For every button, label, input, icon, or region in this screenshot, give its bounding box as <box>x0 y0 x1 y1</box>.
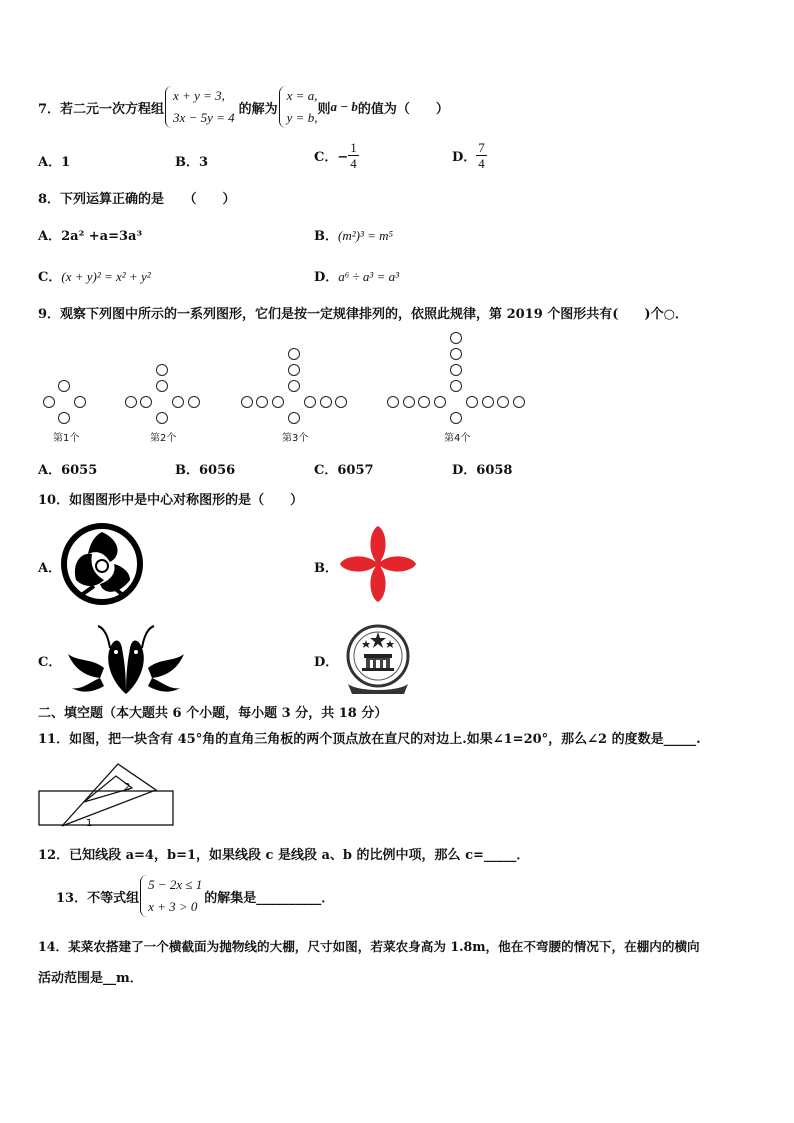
q9-caption-4: 第4个 <box>444 433 471 444</box>
circle <box>288 348 300 360</box>
q7-option-d-fraction <box>476 140 487 171</box>
circle <box>156 364 168 376</box>
circle <box>156 412 168 424</box>
q8-stem: 8．下列运算正确的是 （ ） <box>38 192 236 207</box>
q7-option-d <box>452 140 487 171</box>
q7-c-numerator: 1 <box>350 140 357 155</box>
q10-option-b-label: B． <box>314 561 338 576</box>
circle <box>482 396 494 408</box>
circle <box>288 412 300 424</box>
q8-option-a <box>38 225 142 244</box>
q14-line2: 活动范围是__m． <box>38 971 143 986</box>
circle <box>288 364 300 376</box>
q7-expr: a − b <box>330 99 358 114</box>
q9-caption-2: 第2个 <box>150 433 177 444</box>
q7-option-c-label: C．− <box>314 150 349 165</box>
circle <box>43 396 55 408</box>
circle <box>140 396 152 408</box>
q11-angle-2-label: 2 <box>124 782 131 793</box>
circle <box>172 396 184 408</box>
q7-mid: 的解为 <box>238 101 278 117</box>
q7-then: 则 <box>317 101 331 117</box>
q10-option-c-label: C． <box>38 655 62 670</box>
q8-option-a-label: A． <box>38 229 62 244</box>
circle <box>450 364 462 376</box>
q13-suffix: 的解集是__________． <box>204 890 335 906</box>
q8-option-d <box>314 266 399 285</box>
circle <box>58 380 70 392</box>
q7-eq2: 3x − 5y = 4 <box>173 110 235 125</box>
circle <box>450 412 462 424</box>
q10-figure-d-emblem <box>338 618 418 698</box>
q10-option-d-label: D． <box>314 655 339 670</box>
q8-option-d-text: a⁶ ÷ a³ = a³ <box>338 269 400 284</box>
q10-option-a-label: A． <box>38 561 62 576</box>
q9-option-b: B．6056 <box>175 463 236 478</box>
circle <box>387 396 399 408</box>
q8-option-c <box>38 266 151 285</box>
q9-option-a: A．6055 <box>38 463 98 478</box>
circle <box>156 380 168 392</box>
circle <box>125 396 137 408</box>
circle <box>450 348 462 360</box>
q8-option-a-text: 2a² +a=3a³ <box>61 229 143 244</box>
q14-line1: 14．某菜农搭建了一个横截面为抛物线的大棚，尺寸如图，若菜农身高为 1.8m，他在不弯腰的情况下，在棚内的横向 <box>38 939 700 954</box>
q9-caption-1: 第1个 <box>53 433 80 444</box>
section-2-title: 二、填空题（本大题共 6 个小题，每小题 3 分，共 18 分） <box>38 706 388 721</box>
circle <box>241 396 253 408</box>
q13-ineq2: x + 3 > 0 <box>148 899 198 914</box>
q8-option-b-label: B． <box>314 229 338 244</box>
q7-solution-system <box>278 85 318 129</box>
circle <box>304 396 316 408</box>
q8-option-c-label: C． <box>38 270 62 285</box>
circle <box>188 396 200 408</box>
q7-option-d-label: D． <box>452 150 477 165</box>
circle <box>58 412 70 424</box>
q9-option-d: D．6058 <box>452 463 513 478</box>
q8-option-d-label: D． <box>314 270 339 285</box>
q12-stem: 12．已知线段 a=4，b=1，如果线段 c 是线段 a、b 的比例中项，那么 c=_____． <box>38 848 530 863</box>
q8-option-b-text: (m²)³ = m⁵ <box>338 228 394 243</box>
q11-ruler-triangle-figure <box>36 760 178 830</box>
q7-sol1: x = a, <box>286 88 318 103</box>
q7-equation-system <box>164 85 235 129</box>
q7-suffix: 的值为（ ） <box>357 101 449 117</box>
q13-inequality-system <box>139 874 202 918</box>
circle <box>74 396 86 408</box>
q7-option-a: A．1 <box>38 155 71 170</box>
q9-caption-3: 第3个 <box>282 433 309 444</box>
q10-stem: 10．如图图形中是中心对称图形的是（ ） <box>38 493 304 508</box>
circle <box>450 380 462 392</box>
q8-option-b <box>314 225 393 244</box>
circle <box>450 332 462 344</box>
q8-option-c-text: (x + y)² = x² + y² <box>61 269 151 284</box>
q7-prefix: 7．若二元一次方程组 <box>38 101 165 117</box>
q7-d-denominator: 4 <box>478 156 485 171</box>
circle <box>434 396 446 408</box>
circle <box>335 396 347 408</box>
circle <box>272 396 284 408</box>
q7-option-b: B．3 <box>175 155 209 170</box>
circle <box>466 396 478 408</box>
q10-figure-b-flower <box>336 522 420 606</box>
q7-option-c-fraction <box>348 140 359 171</box>
q7-c-denominator: 4 <box>350 156 357 171</box>
question-7 <box>38 84 449 130</box>
q7-eq1: x + y = 3, <box>173 88 225 103</box>
circle <box>403 396 415 408</box>
q7-d-numerator: 7 <box>478 140 485 155</box>
q7-sol2: y = b, <box>286 110 318 125</box>
q10-figure-a-emblem <box>60 522 144 606</box>
q10-figure-c-birds <box>64 624 188 696</box>
q13-ineq1: 5 − 2x ≤ 1 <box>148 877 203 892</box>
q7-option-c <box>314 140 359 171</box>
circle <box>288 380 300 392</box>
circle <box>256 396 268 408</box>
q9-stem: 9．观察下列图中所示的一系列图形，它们是按一定规律排列的，依照此规律，第 2019 个图形共有( )个○． <box>38 307 688 322</box>
circle <box>418 396 430 408</box>
q11-stem: 11．如图，把一块含有 45°角的直角三角板的两个顶点放在直尺的对边上.如果∠1=20°，那么∠2 的度数是_____. <box>38 732 701 747</box>
q13-prefix: 13．不等式组 <box>56 890 140 906</box>
circle <box>320 396 332 408</box>
q9-option-c: C．6057 <box>314 463 374 478</box>
circle <box>513 396 525 408</box>
q11-angle-1-label: 1 <box>86 818 93 829</box>
circle <box>497 396 509 408</box>
question-13 <box>56 873 334 919</box>
